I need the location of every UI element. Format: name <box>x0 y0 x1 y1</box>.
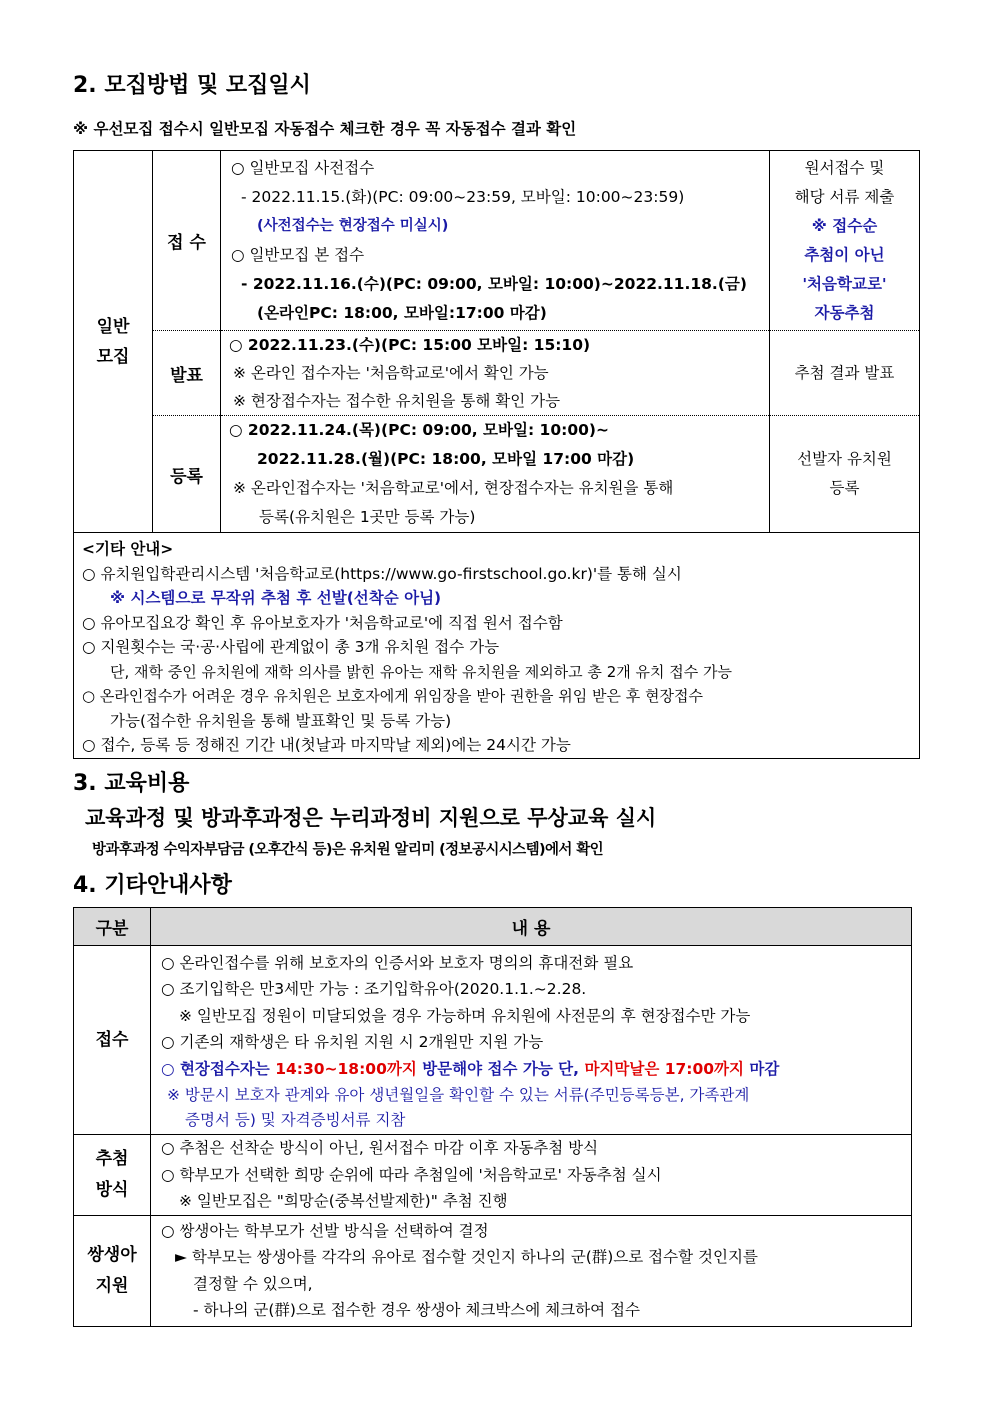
list-item: ○ 일반모집 사전접수 <box>231 158 375 177</box>
list-item: 2022.11.28.(월)(PC: 18:00, 모바일 17:00 마감) <box>257 450 635 468</box>
category-apply: 접수 <box>74 946 151 1135</box>
list-item: ○ 쌍생아는 학부모가 선발 방식을 선택하여 결정 <box>161 1221 489 1240</box>
category-twins <box>74 1215 151 1326</box>
table-row <box>74 151 920 331</box>
twins-content <box>151 1215 912 1326</box>
highlight-line <box>161 1056 911 1083</box>
section2-note: ※ 우선모집 접수시 일반모집 자동접수 체크한 경우 꼭 자동접수 결과 확인 <box>73 120 577 138</box>
list-item: - 하나의 군(群)으로 접수한 경우 쌍생아 체크박스에 체크하여 접수 <box>193 1301 640 1319</box>
list-item: ○ 기존의 재학생은 타 유치원 지원 시 2개원만 지원 가능 <box>161 1033 544 1051</box>
announce-content <box>221 331 770 416</box>
table-row <box>74 1215 912 1326</box>
apply-note <box>770 151 920 331</box>
register-note <box>770 416 920 533</box>
list-item: ※ 일반모집 정원이 미달되었을 경우 가능하며 유치원에 사전문의 후 현장접수만 가능 <box>179 1006 751 1025</box>
list-item: ○ 2022.11.24.(목)(PC: 09:00, 모바일: 10:00)~ <box>229 421 609 439</box>
table-row <box>74 416 920 533</box>
apply-content <box>151 946 912 1135</box>
section2-title: 2. 모집방법 및 모집일시 <box>73 73 311 98</box>
list-item: 선발자 유치원 <box>797 450 892 468</box>
category-register: 등록 <box>153 416 221 533</box>
category-label: 추첨 <box>95 1148 129 1169</box>
list-item: ○ 유아모집요강 확인 후 유아보호자가 '처음학교로'에 직접 원서 접수함 <box>82 613 563 632</box>
section3-subtitle: 교육과정 및 방과후과정은 누리과정비 지원으로 무상교육 실시 <box>85 806 657 830</box>
header-content: 내 용 <box>151 908 912 946</box>
extra-info <box>74 533 920 759</box>
list-item: (사전접수는 현장접수 미실시) <box>257 217 449 234</box>
extra-title: <기타 안내> <box>82 540 174 558</box>
group-label-2: 모집 <box>96 346 130 367</box>
text-part: 마감 <box>744 1059 780 1078</box>
list-item: 등록 <box>829 479 860 497</box>
text-part: 14:30~18:00까지 <box>275 1059 417 1078</box>
section4-title: 4. 기타안내사항 <box>73 873 232 898</box>
category-label: 방식 <box>95 1179 129 1200</box>
announce-note <box>770 331 920 416</box>
list-item: ○ 2022.11.23.(수)(PC: 15:00 모바일: 15:10) <box>229 336 591 354</box>
list-item: - 2022.11.15.(화)(PC: 09:00~23:59, 모바일: 10:00~23:59) <box>241 187 685 206</box>
list-item: ○ 온라인접수를 위해 보호자의 인증서와 보호자 명의의 휴대전화 필요 <box>161 953 634 972</box>
category-announce: 발표 <box>153 331 221 416</box>
list-item: ※ 접수순 <box>811 216 878 235</box>
list-item: ○ 추첨은 선착순 방식이 아닌, 원서접수 마감 이후 자동추첨 방식 <box>161 1139 599 1157</box>
text-part: 마지막날은 17:00까지 <box>584 1059 744 1078</box>
apply-content <box>221 151 770 331</box>
header-category: 구분 <box>74 908 151 946</box>
list-item: 결정할 수 있으며, <box>193 1274 313 1293</box>
list-item: 단, 재학 중인 유치원에 재학 의사를 밝힌 유아는 재학 유치원을 제외하고 총 2개 유치 접수 가능 <box>110 662 732 681</box>
text-part: 방문해야 접수 가능 단, <box>416 1059 585 1078</box>
table-row <box>74 331 920 416</box>
list-item: ○ 조기입학은 만3세만 가능 : 조기입학유아(2020.1.1.~2.28. <box>161 980 587 998</box>
list-item: ► 학부모는 쌍생아를 각각의 유아로 접수할 것인지 하나의 군(群)으로 접수할 것인지를 <box>175 1248 758 1266</box>
list-item: ○ 접수, 등록 등 정해진 기간 내(첫날과 마지막날 제외)에는 24시간 가능 <box>82 736 571 754</box>
list-item: 등록(유치원은 1곳만 등록 가능) <box>259 508 476 526</box>
list-item: '처음학교로' <box>802 274 887 293</box>
recruitment-table <box>73 150 920 759</box>
list-item: 추첨 결과 발표 <box>794 363 895 382</box>
list-item: 자동추첨 <box>814 303 875 322</box>
list-item: ○ 학부모가 선택한 희망 순위에 따라 추첨일에 '처음학교로' 자동추첨 실시 <box>161 1165 662 1184</box>
register-content <box>221 416 770 533</box>
list-item: - 2022.11.16.(수)(PC: 09:00, 모바일: 10:00)~2022.11.18.(금) <box>241 274 747 293</box>
list-item: ○ 유치원입학관리시스템 '처음학교로(https://www.go-firstschool.go.kr)'를 통해 실시 <box>82 564 682 583</box>
list-item: 추첨이 아닌 <box>804 245 885 264</box>
list-item: ※ 방문시 보호자 관계와 유아 생년월일을 확인할 수 있는 서류(주민등록등본, 가족관계 <box>167 1086 750 1104</box>
list-item: ○ 온라인접수가 어려운 경우 유치원은 보호자에게 위임장을 받아 권한을 위임 받은 후 현장접수 <box>82 687 703 705</box>
table-row <box>74 946 912 1135</box>
list-item: ※ 일반모집은 "희망순(중복선발제한)" 추첨 진행 <box>179 1192 508 1210</box>
bullet: ○ <box>161 1059 175 1078</box>
table-header <box>74 908 912 946</box>
list-item: (온라인PC: 18:00, 모바일:17:00 마감) <box>257 303 547 322</box>
category-lottery <box>74 1135 151 1216</box>
section3-title: 3. 교육비용 <box>73 771 190 796</box>
list-item: ○ 지원횟수는 국·공·사립에 관계없이 총 3개 유치원 접수 가능 <box>82 638 500 656</box>
table-row <box>74 1135 912 1216</box>
list-item: ※ 온라인 접수자는 '처음학교로'에서 확인 가능 <box>233 364 549 382</box>
group-cell <box>74 151 153 533</box>
list-item: 원서접수 및 <box>804 158 885 177</box>
lottery-content <box>151 1135 912 1216</box>
list-item: 증명서 등) 및 자격증빙서류 지참 <box>185 1110 406 1129</box>
list-item: ※ 현장접수자는 접수한 유치원을 통해 확인 가능 <box>233 392 561 410</box>
category-apply: 접 수 <box>153 151 221 331</box>
list-item: ○ 일반모집 본 접수 <box>231 245 365 264</box>
category-label: 쌍생아 <box>87 1244 137 1265</box>
list-item: ※ 온라인접수자는 '처음학교로'에서, 현장접수자는 유치원을 통해 <box>233 479 674 497</box>
list-item: 해당 서류 제출 <box>794 187 895 206</box>
table-row <box>74 533 920 759</box>
list-item: 가능(접수한 유치원을 통해 발표확인 및 등록 가능) <box>110 711 452 730</box>
section3-note: 방과후과정 수익자부담금 (오후간식 등)은 유치원 알리미 (정보공시시스템)에서 확인 <box>92 842 604 858</box>
list-item: ※ 시스템으로 무작위 추첨 후 선발(선착순 아님) <box>110 589 442 607</box>
group-label-1: 일반 <box>96 316 130 337</box>
etc-info-table <box>73 907 912 1327</box>
text-part: 현장접수자는 <box>179 1059 276 1078</box>
category-label: 지원 <box>95 1275 129 1296</box>
